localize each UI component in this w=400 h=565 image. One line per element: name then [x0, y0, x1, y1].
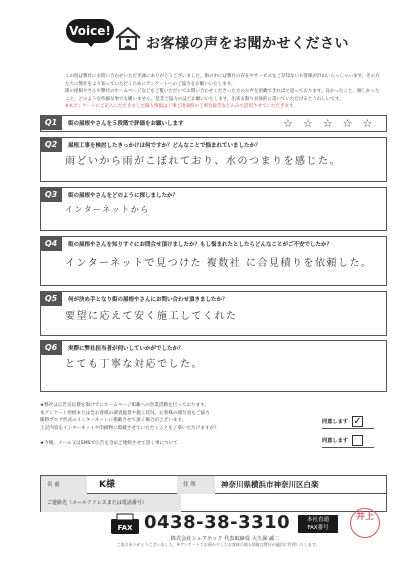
footnote: ご協力ありがとうございました。※アンケートでお預かりしたお客様の個人情報は弊社が適切に管理いたします。 [116, 542, 320, 547]
name-value[interactable]: K様 [99, 480, 115, 490]
house-icon [114, 26, 142, 50]
fax-badge-line-2: FAX番号 [307, 525, 329, 531]
question-text: 街の屋根やさんを５段階で評価をお願いします [68, 121, 184, 127]
agree-row-contact [322, 435, 386, 446]
question-number: Q6 [40, 340, 62, 355]
intro-text [65, 73, 383, 111]
fax-number: 0438-38-3310 [144, 512, 291, 533]
question-number: Q1 [40, 115, 62, 130]
question-text: 街の屋根やさんを知りすぐにお問合せ頂けましたか？もし悩まれたとしたらどんなことがご不安でしたか？ [68, 242, 333, 248]
answer-text[interactable]: インターネットで見つけた 複数社 に合見積りを依頼した。 [65, 258, 373, 269]
contact-label: ご連絡先（メールアドレスまたは電話番号） [41, 494, 181, 512]
question-text: 屋根工事を検討したきっかけは何ですか？どんなことで悩まれていましたか？ [68, 143, 261, 149]
address-label: 住 所 [177, 476, 215, 494]
question-number: Q4 [40, 236, 62, 251]
header [0, 0, 400, 70]
agree-label: 同意します [322, 419, 348, 425]
question-box-q2 [40, 137, 387, 182]
info-row-contact [41, 494, 386, 512]
consent-text-5: ★今後、メール又はSMSで広告を含めご連絡させて頂く事について [40, 441, 178, 446]
answer-text[interactable]: 雨どいから雨がこぼれており、水のつまりを感じた。 [65, 156, 341, 167]
question-box-q6 [40, 340, 387, 392]
fax-section [40, 512, 387, 562]
intro-paragraph-2: 街の屋根やさんや弊社のホームページなどをご覧いただいてお問い合わせくださった方のお声を頂戴できればと思っております。良かったこと、嬉しかったこと、どのような些細な事でも構いません。是非ご協力のほどお願いいたします。出来る限り具体的に書いていただけるとうれしいです。 [65, 89, 380, 102]
consent-text-4: 上記内容をインターネットや印刷物に掲載させていただくことを了承いただけますか？ [40, 425, 219, 431]
question-number: Q3 [40, 187, 62, 202]
intro-warning: ※本アンケートにご記入いただきました個人情報は工事ご用命時の工事会報告などのみで活用させていただきます。 [65, 104, 298, 109]
intro-paragraph: この度は弊社にお問い合わせいただき誠にありがとうございました。街の中には弊社の存在やサービスをご存知ないお客様が沢山いらっしゃいます。その方たちに弊社をより知っていただくためにアンケートへのご協力をお願いいたします。 [65, 74, 380, 87]
agree-row-publication [322, 416, 386, 427]
question-text: 何が決め手となり街の屋根やさんにお問い合わせ頂きましたか？ [68, 297, 228, 303]
agree-checkbox[interactable] [352, 435, 363, 446]
question-box-q5 [40, 291, 387, 336]
agree-label: 同意します [322, 438, 348, 444]
question-number: Q5 [40, 291, 62, 306]
question-box-q4 [40, 236, 387, 286]
question-box-q1 [40, 115, 387, 132]
info-row-name [41, 476, 386, 494]
staff-seal-stamp: 井上 [350, 508, 380, 538]
voice-badge: Voice! [66, 19, 114, 43]
fax-icon-label: FAX [117, 524, 133, 532]
answer-text[interactable]: 要望に応えて安く施工してくれた [65, 311, 238, 322]
agree-checkbox[interactable]: ✓ [353, 416, 362, 427]
company-name: 株式会社シェアテック 代表取締役 大久保 誠二 [170, 536, 280, 542]
consent-text-3: 随時ブログ形式のインターネットに掲載させて頂く場合がございます。 [40, 418, 187, 423]
fax-machine-icon [110, 513, 140, 535]
answer-text[interactable]: インターネットから [65, 205, 150, 214]
question-text: 実際に弊社担当者が伺いしていかがでしたか？ [68, 346, 184, 352]
consent-text-1: ★弊社は広告宣伝費を掛けずにホームページ掲載への営業活動を行っております。 [40, 403, 210, 408]
address-value[interactable]: 神奈川県横浜市神奈川区白楽 [221, 480, 319, 489]
answer-text[interactable]: とても丁寧な対応でした。 [65, 359, 203, 370]
customer-info-table [40, 475, 387, 512]
consent-text-2: 本アンケート用紙または会お客様の調査風景や施工状況、お客様の顔写真をご協力 [40, 410, 210, 416]
name-label: 名 前 [41, 476, 87, 494]
fax-badge [298, 515, 338, 533]
divider [322, 428, 374, 429]
question-box-q3 [40, 187, 387, 231]
fax-badge-line-1: 本社直通 [306, 517, 329, 523]
star-rating[interactable]: ☆☆☆☆☆ [283, 117, 383, 130]
question-text: 街の屋根やさんをどのように探しましたか？ [68, 193, 179, 199]
divider [322, 447, 374, 448]
question-number: Q2 [40, 137, 62, 152]
page-title: お客様の声をお聞かせください [146, 36, 349, 52]
